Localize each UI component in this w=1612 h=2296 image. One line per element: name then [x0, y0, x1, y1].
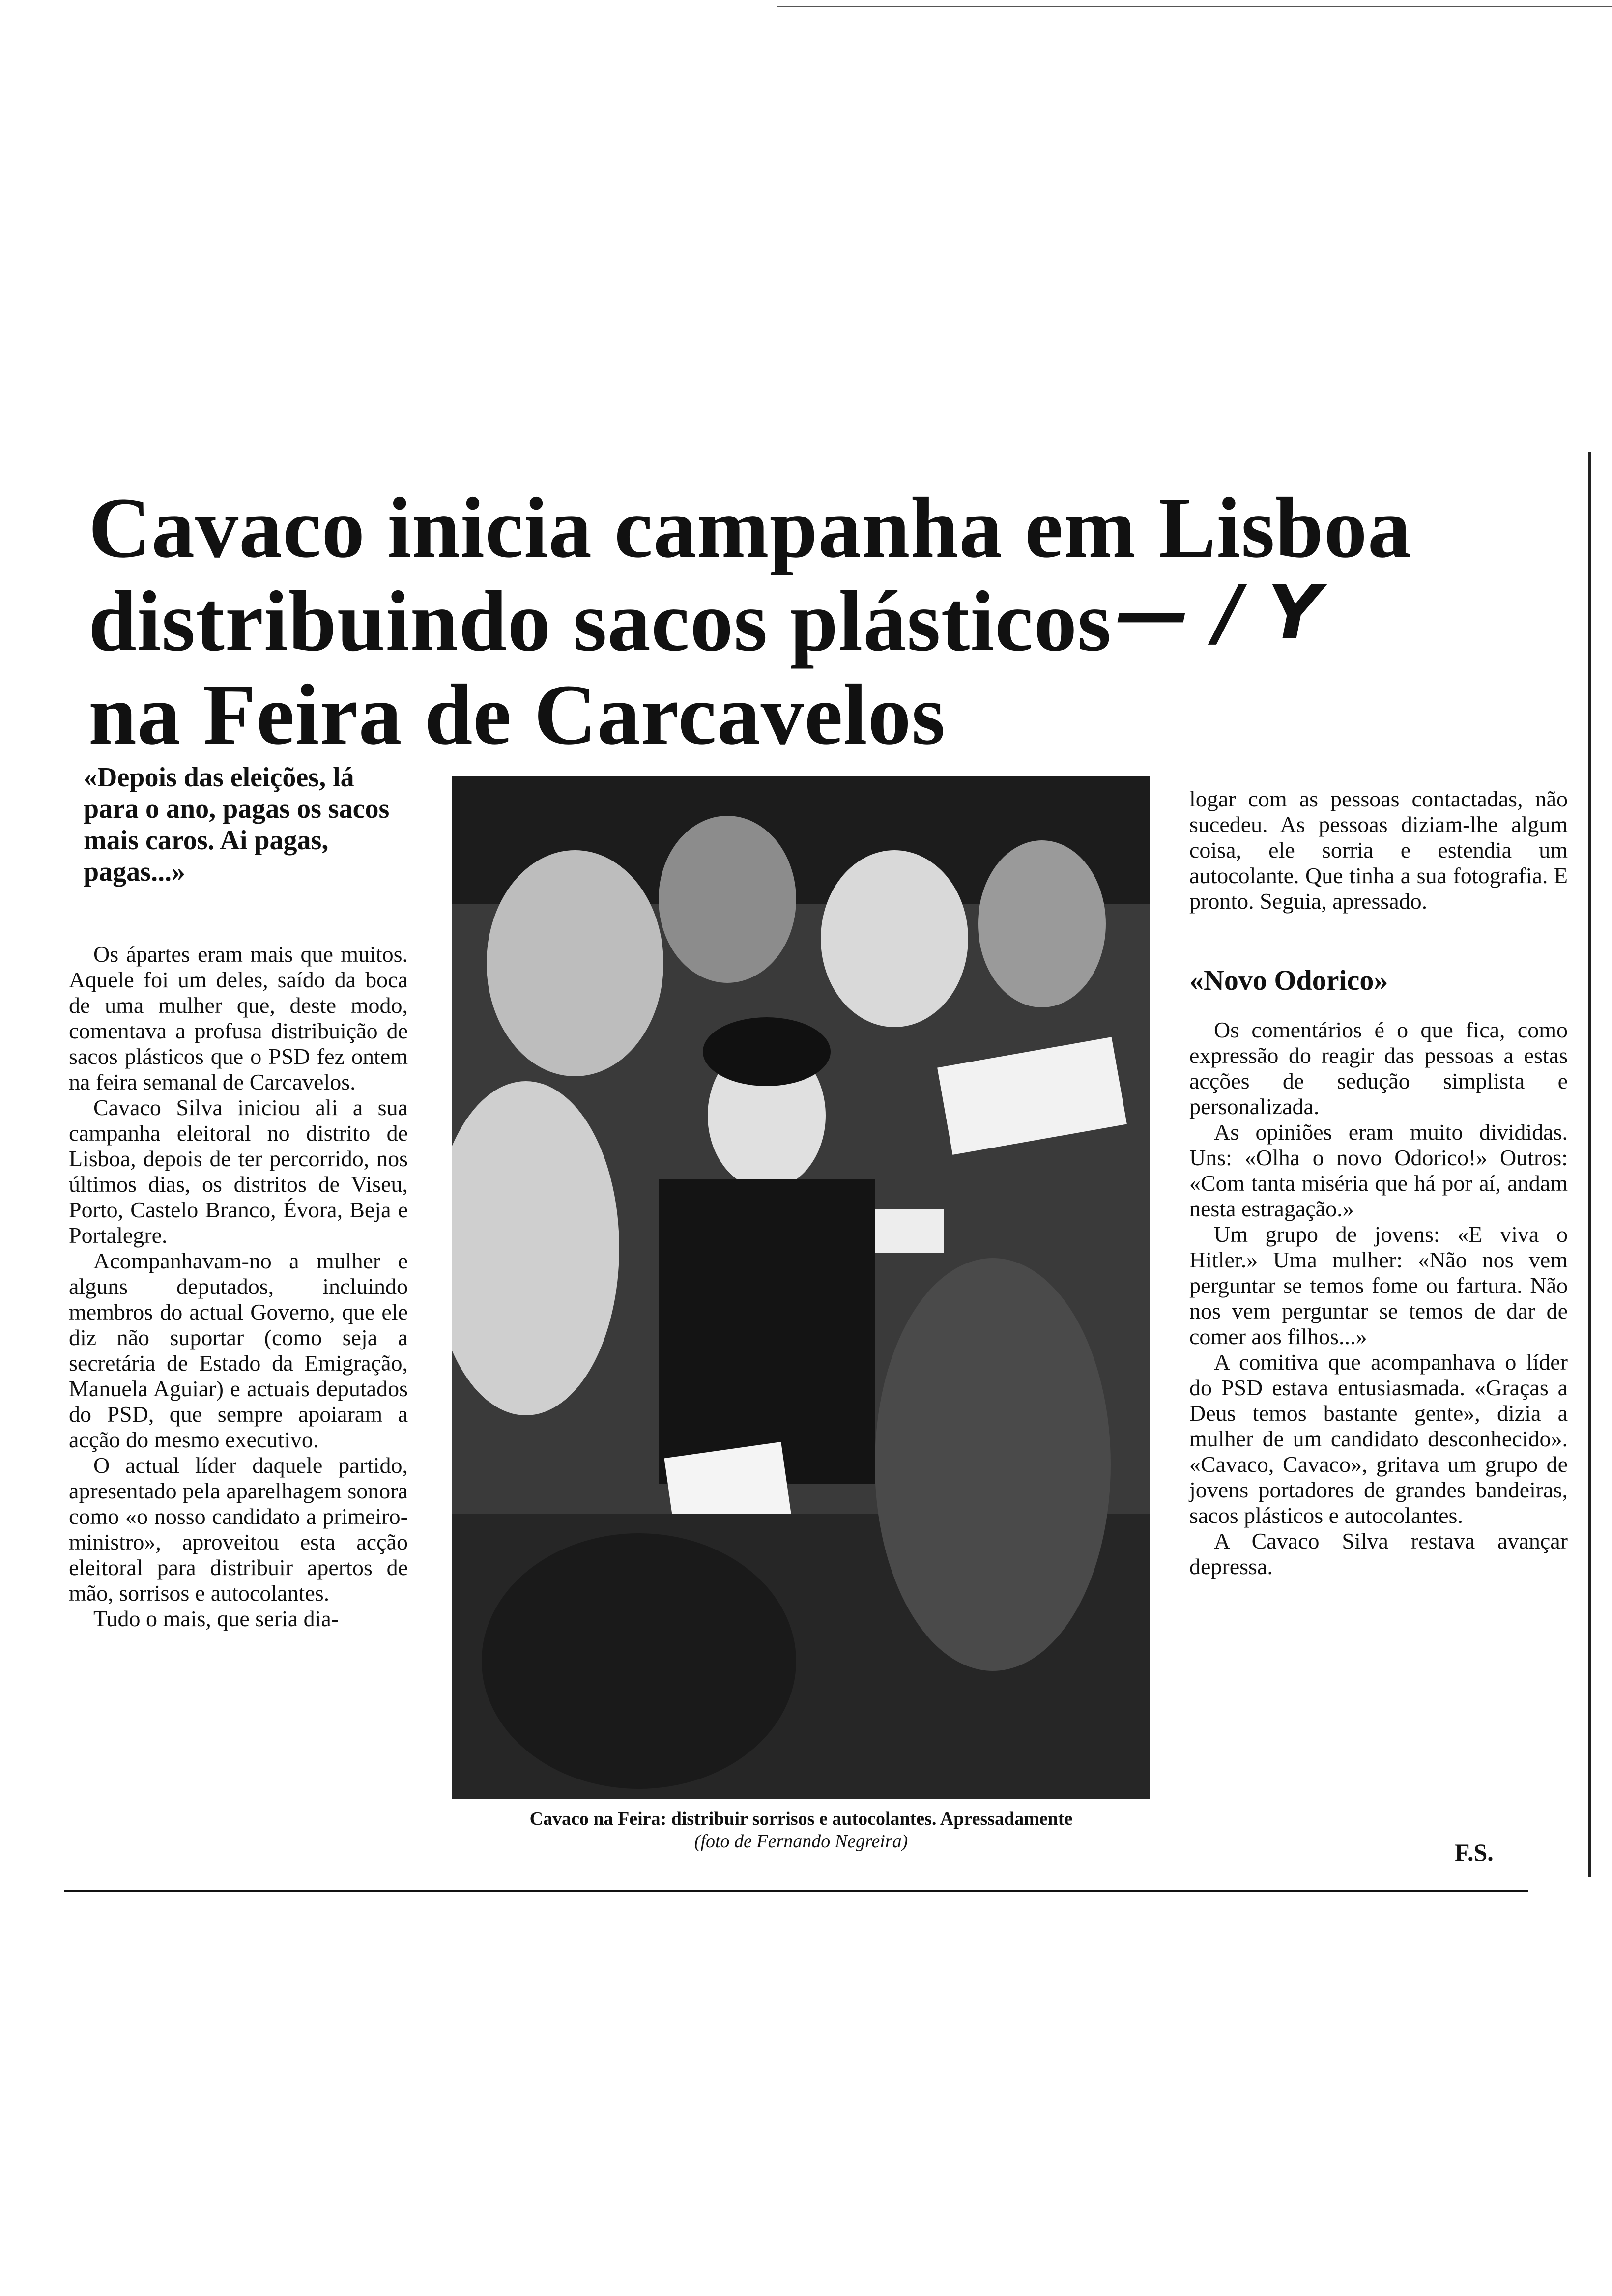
left-paragraph-3: Acompanhavam-no a mulher e alguns deputados, incluindo membros do actual Governo, que ele diz não suportar (como seja a secretária de Estado da Emigração, Manuela Aguiar) e actuais deputados do PSD, que sempre apoiaram a acção do mesmo executivo.	[69, 1248, 408, 1452]
right-column	[1189, 786, 1568, 1579]
right-paragraph-4: A comitiva que acompanhava o líder do PSD estava entusiasmada. «Graças a Deus temos bastante gente», dizia a mulher de um candidato desconhecido». «Cavaco, Cavaco», gritava um grupo de jovens portadores de grandes bandeiras, sacos plásticos e autocolantes.	[1189, 1349, 1568, 1528]
right-paragraph-2: As opiniões eram muito divididas. Uns: «Olha o novo Odorico!» Outros: «Com tanta miséria que há por aí, andam nesta estragação.»	[1189, 1119, 1568, 1221]
headline-line-2: distribuindo sacos plásticos	[88, 574, 1112, 669]
photo-caption	[432, 1808, 1170, 1853]
left-paragraph-2: Cavaco Silva iniciou ali a sua campanha eleitoral no distrito de Lisboa, depois de ter percorrido, nos últimos dias, os distritos de Viseu, Porto, Castelo Branco, Évora, Beja e Portalegre.	[69, 1095, 408, 1248]
news-photo	[452, 776, 1150, 1799]
section-subheading: «Novo Odorico»	[1189, 964, 1388, 996]
handwritten-mark: — / Y	[1116, 570, 1321, 656]
lead-quote: «Depois das eleições, lá para o ano, pagas os sacos mais caros. Ai pagas, pagas...»	[84, 762, 390, 887]
right-paragraph-3: Um grupo de jovens: «E viva o Hitler.» Uma mulher: «Não nos vem perguntar se temos fome ou fartura. Não nos vem perguntar se temos de dar de comer aos filhos...»	[1189, 1222, 1568, 1349]
left-paragraph-4: O actual líder daquele partido, apresentado pela aparelhagem sonora como «o nosso candidato a primeiro-ministro», aproveitou esta acção eleitoral para distribuir apertos de mão, sorrisos e autocolantes.	[69, 1453, 408, 1606]
photo-credit: (foto de Fernando Negreira)	[694, 1831, 908, 1852]
bottom-divider	[64, 1890, 1528, 1892]
left-column	[69, 762, 408, 1632]
margin-rule	[1588, 452, 1591, 1877]
author-byline: F.S.	[1455, 1838, 1494, 1866]
crowd-photo-illustration	[452, 776, 1150, 1799]
right-paragraph-1: Os comentários é o que fica, como expressão do reagir das pessoas a estas acções de sedução simplista e personalizada.	[1189, 1017, 1568, 1119]
headline-line-1: Cavaco inicia campanha em Lisboa	[88, 480, 1411, 576]
caption-text: Cavaco na Feira: distribuir sorrisos e autocolantes. Apressadamente	[529, 1808, 1073, 1829]
headline-line-3: na Feira de Carcavelos	[88, 667, 946, 763]
page-edge-line	[777, 6, 1612, 7]
right-intro-paragraph: logar com as pessoas contactadas, não sucedeu. As pessoas diziam-lhe algum coisa, ele sorria e estendia um autocolante. Que tinha a sua fotografia. E pronto. Seguia, apressado.	[1189, 786, 1568, 914]
left-paragraph-1: Os ápartes eram mais que muitos. Aquele foi um deles, saído da boca de uma mulher que, deste modo, comentava a profusa distribuição de sacos plásticos que o PSD fez ontem na feira semanal de Carcavelos.	[69, 942, 408, 1094]
right-paragraph-5: A Cavaco Silva restava avançar depressa.	[1189, 1528, 1568, 1579]
left-paragraph-5: Tudo o mais, que seria dia-	[93, 1606, 339, 1631]
